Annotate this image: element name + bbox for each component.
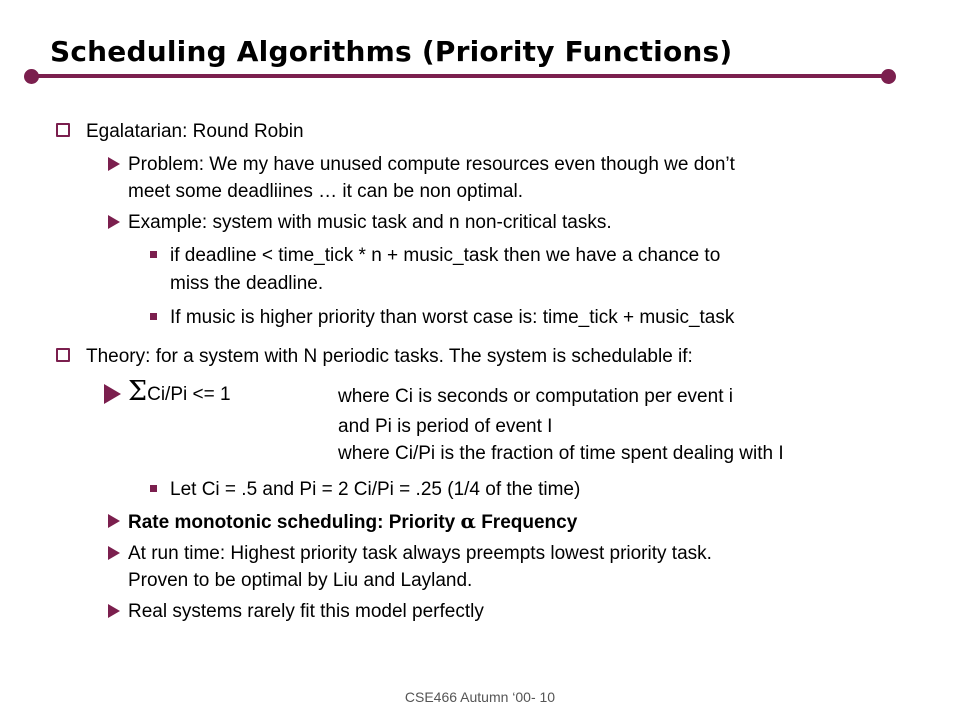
arrow-bullet-icon xyxy=(104,384,121,404)
formula-text: Ci/Pi <= 1 xyxy=(147,384,231,405)
bullet-deadline-line2: miss the deadline. xyxy=(170,273,324,294)
rms-label: Rate monotonic scheduling: Priority xyxy=(128,512,456,533)
bullet-real-systems: Real systems rarely fit this model perfectly xyxy=(128,601,484,622)
small-square-bullet-icon xyxy=(150,485,157,492)
arrow-bullet-icon xyxy=(108,157,120,171)
bullet-rate-monotonic xyxy=(128,508,577,536)
bullet-runtime-line2: Proven to be optimal by Liu and Layland. xyxy=(128,570,473,591)
slide-title: Scheduling Algorithms (Priority Functions) xyxy=(50,35,733,68)
arrow-bullet-icon xyxy=(108,514,120,528)
slide-footer: CSE466 Autumn ‘00- 10 xyxy=(404,689,556,705)
bullet-example-values: Let Ci = .5 and Pi = 2 Ci/Pi = .25 (1/4 of the time) xyxy=(170,479,581,500)
bullet-runtime-line1: At run time: Highest priority task always preempts lowest priority task. xyxy=(128,543,712,564)
bullet-example: Example: system with music task and n non-critical tasks. xyxy=(128,212,612,233)
formula-where-pi: and Pi is period of event I xyxy=(338,416,553,437)
formula-where-fraction: where Ci/Pi is the fraction of time spent dealing with I xyxy=(338,443,784,464)
square-bullet-icon xyxy=(56,123,70,137)
bullet-music-priority: If music is higher priority than worst case is: time_tick + music_task xyxy=(170,307,735,328)
bullet-round-robin: Egalatarian: Round Robin xyxy=(86,121,304,142)
rms-frequency: Frequency xyxy=(481,512,578,533)
small-square-bullet-icon xyxy=(150,251,157,258)
square-bullet-icon xyxy=(56,348,70,362)
arrow-bullet-icon xyxy=(108,604,120,618)
bullet-theory: Theory: for a system with N periodic tasks. The system is schedulable if: xyxy=(86,346,693,367)
formula xyxy=(128,378,231,408)
formula-where-ci: where Ci is seconds or computation per event i xyxy=(338,386,733,407)
arrow-bullet-icon xyxy=(108,215,120,229)
bullet-problem-line1: Problem: We my have unused compute resources even though we don’t xyxy=(128,154,735,175)
arrow-bullet-icon xyxy=(108,546,120,560)
sigma-symbol: Σ xyxy=(128,376,148,407)
bullet-problem-line2: meet some deadliines … it can be non optimal. xyxy=(128,181,523,202)
bullet-deadline-line1: if deadline < time_tick * n + music_task then we have a chance to xyxy=(170,245,721,266)
small-square-bullet-icon xyxy=(150,313,157,320)
proportional-symbol: α xyxy=(460,509,476,533)
